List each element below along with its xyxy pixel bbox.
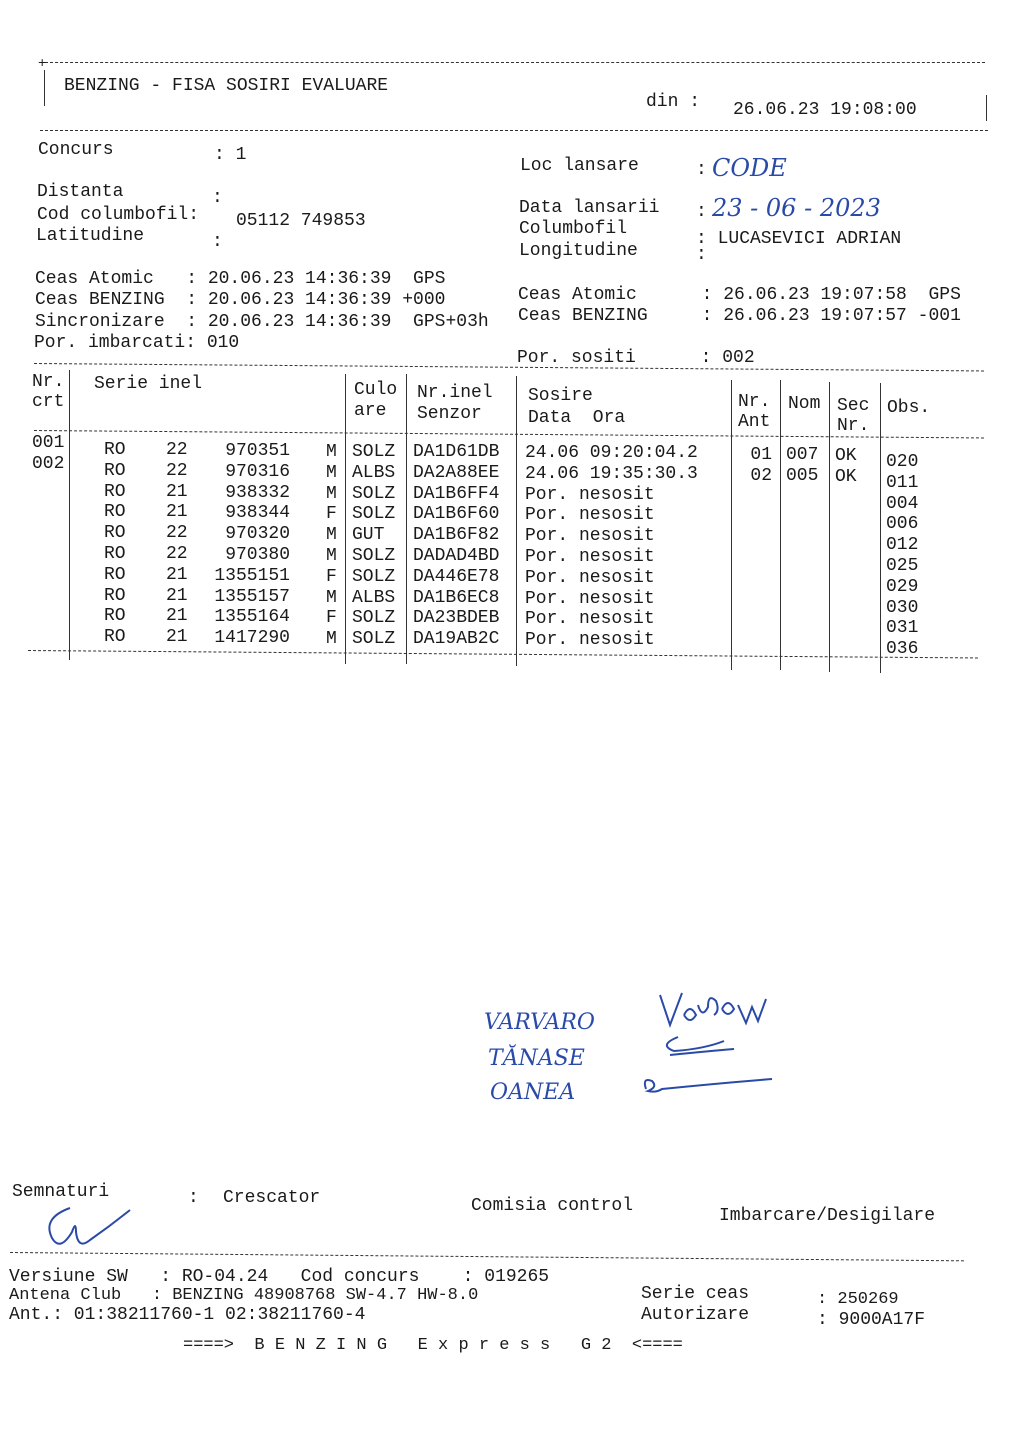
data-lansarii-colon: : xyxy=(696,202,707,222)
cell-culoare: SOLZ xyxy=(352,629,396,650)
signature-scribbles xyxy=(640,985,820,1115)
longitudine-value: : xyxy=(696,245,707,265)
clock-left-3: Sincronizare : 20.06.23 14:36:39 GPS+03h xyxy=(35,312,489,332)
cell-tara: RO xyxy=(104,627,126,648)
cell-tara: RO xyxy=(104,460,126,481)
table-row xyxy=(0,627,1024,660)
cell-tara: RO xyxy=(104,523,126,544)
distanta-value: : xyxy=(212,188,223,208)
autorizare-label: Autorizare xyxy=(641,1305,750,1325)
cell-nr: 970320 xyxy=(225,524,290,545)
cell-nom: 007 xyxy=(786,445,819,465)
report-title: BENZING - FISA SOSIRI EVALUARE xyxy=(64,76,389,96)
crescator-signature xyxy=(40,1200,140,1255)
data-lansarii-handwritten: 23 - 06 - 2023 xyxy=(712,194,881,222)
cell-obs: 004 xyxy=(886,493,919,514)
cell-sosire: Por. nesosit xyxy=(525,567,655,588)
header-crt: crt xyxy=(32,392,65,412)
cell-culoare: SOLZ xyxy=(352,546,396,566)
header-nr: Nr. xyxy=(32,372,65,392)
distanta-label: Distanta xyxy=(37,182,124,202)
table-top-border xyxy=(34,363,984,371)
cell-an: 21 xyxy=(166,502,188,523)
header-nr-inel: Nr.inel xyxy=(417,383,493,403)
cell-sex: M xyxy=(326,587,337,608)
header-obs: Obs. xyxy=(887,398,931,418)
header-bottom-border xyxy=(40,130,988,131)
cell-an: 21 xyxy=(166,627,188,648)
cell-senzor: DA19AB2C xyxy=(413,629,500,650)
loc-lansare-handwritten: CODE xyxy=(712,154,787,182)
cell-sex: F xyxy=(326,608,337,629)
cell-nr: 938344 xyxy=(225,503,290,524)
cell-sosire: 24.06 09:20:04.2 xyxy=(525,443,698,463)
cell-an: 22 xyxy=(166,440,188,460)
cell-culoare: ALBS xyxy=(352,587,396,608)
footer-line-1: Versiune SW : RO-04.24 Cod concurs : 019265 xyxy=(9,1267,550,1287)
serie-ceas-value: : 250269 xyxy=(817,1290,899,1309)
cell-ant: 01 xyxy=(750,445,772,465)
cell-obs: 031 xyxy=(886,618,919,639)
cell-tara: RO xyxy=(104,502,126,523)
cell-tara: RO xyxy=(104,440,126,460)
cell-sex: M xyxy=(326,546,337,566)
columbofil-label: Columbofil xyxy=(519,219,628,239)
header-are: are xyxy=(354,401,387,421)
cell-senzor: DA446E78 xyxy=(413,566,500,587)
cell-obs: 030 xyxy=(886,597,919,618)
cell-culoare: SOLZ xyxy=(352,483,396,504)
cell-sosire: 24.06 19:35:30.3 xyxy=(525,463,698,484)
autorizare-value: : 9000A17F xyxy=(817,1310,926,1330)
cell-nr: 1355151 xyxy=(214,565,290,586)
crt-value: 002 xyxy=(32,454,65,474)
cell-senzor: DA1B6EC8 xyxy=(413,587,500,608)
cell-sosire: Por. nesosit xyxy=(525,630,655,651)
cell-obs: 006 xyxy=(886,514,919,535)
concurs-value: : 1 xyxy=(214,145,247,165)
cell-sosire: Por. nesosit xyxy=(525,526,655,547)
longitudine-label: Longitudine xyxy=(519,241,638,261)
cell-obs: 029 xyxy=(886,576,919,597)
cell-senzor: DA1B6FF4 xyxy=(413,483,500,504)
comisia-control-label: Comisia control xyxy=(471,1196,634,1216)
serie-ceas-label: Serie ceas xyxy=(641,1284,750,1304)
header-culo: Culo xyxy=(354,380,398,400)
border-corner: + xyxy=(38,56,47,72)
cell-obs: 011 xyxy=(886,472,919,493)
cell-an: 22 xyxy=(166,460,188,481)
cell-senzor: DA1D61DB xyxy=(413,442,500,462)
cell-nr: 1417290 xyxy=(214,628,290,649)
footer-line-3: Ant.: 01:38211760-1 02:38211760-4 xyxy=(9,1305,366,1325)
header-right-border xyxy=(986,95,987,121)
header-top-border xyxy=(40,62,985,63)
table-bottom-border xyxy=(28,650,978,658)
header-serie-inel: Serie inel xyxy=(94,374,203,394)
cell-nom: 005 xyxy=(786,465,819,486)
cell-senzor: DA1B6F82 xyxy=(413,525,500,546)
loc-lansare-colon: : xyxy=(696,160,707,180)
header-data-ora: Data Ora xyxy=(528,408,626,428)
header-ant: Ant xyxy=(738,412,771,432)
cod-columbofil-value: 05112 749853 xyxy=(236,211,366,231)
cell-sosire: Por. nesosit xyxy=(525,547,655,567)
cell-obs: 012 xyxy=(886,535,919,556)
cell-tara: RO xyxy=(104,606,126,627)
header-nom: Nom xyxy=(788,394,821,414)
imbarcare-desigilare-label: Imbarcare/Desigilare xyxy=(719,1206,936,1226)
cell-tara: RO xyxy=(104,585,126,606)
cell-ant: 02 xyxy=(750,465,772,486)
handwritten-name: OANEA xyxy=(490,1080,576,1105)
cell-tara: RO xyxy=(104,544,126,564)
cell-culoare: SOLZ xyxy=(352,566,396,587)
cell-an: 21 xyxy=(166,564,188,585)
data-lansarii-label: Data lansarii xyxy=(519,198,660,218)
report-datetime: 26.06.23 19:08:00 xyxy=(733,100,917,120)
columbofil-value: : LUCASEVICI ADRIAN xyxy=(696,229,902,249)
header-nr-ant: Nr. xyxy=(738,392,771,412)
cell-an: 21 xyxy=(166,481,188,502)
cell-tara: RO xyxy=(104,564,126,585)
cell-sec: OK xyxy=(835,446,857,466)
benzing-banner: ====> B E N Z I N G E x p r e s s G 2 <==== xyxy=(183,1336,683,1355)
clock-right-2: Ceas BENZING : 26.06.23 19:07:57 -001 xyxy=(518,306,961,326)
crescator-label: Crescator xyxy=(223,1188,321,1208)
cell-an: 22 xyxy=(166,544,188,564)
clock-left-4: Por. imbarcati: 010 xyxy=(34,333,240,353)
header-sec-nr: Nr. xyxy=(837,416,870,436)
cell-sex: F xyxy=(326,566,337,587)
concurs-label: Concurs xyxy=(38,140,114,160)
clock-left-2: Ceas BENZING : 20.06.23 14:36:39 +000 xyxy=(35,290,446,310)
crt-value: 001 xyxy=(32,433,65,453)
cell-nr: 938332 xyxy=(225,482,290,503)
cell-sex: M xyxy=(326,525,337,546)
header-senzor: Senzor xyxy=(417,404,482,424)
header-left-border xyxy=(44,70,45,106)
cell-senzor: DA23BDEB xyxy=(413,608,500,629)
cell-an: 21 xyxy=(166,606,188,627)
loc-lansare-label: Loc lansare xyxy=(520,156,639,176)
cell-obs: 036 xyxy=(886,639,919,660)
latitudine-value: : xyxy=(212,232,223,252)
cell-senzor: DADAD4BD xyxy=(413,546,500,566)
din-label: din : xyxy=(646,92,701,112)
clock-right-1: Ceas Atomic : 26.06.23 19:07:58 GPS xyxy=(518,285,961,305)
cell-nr: 970380 xyxy=(225,545,290,565)
cell-sex: M xyxy=(326,629,337,650)
cell-sex: M xyxy=(326,483,337,504)
cell-sosire: Por. nesosit xyxy=(525,609,655,630)
cell-culoare: ALBS xyxy=(352,462,396,483)
footer-divider xyxy=(10,1252,964,1261)
semnaturi-label: Semnaturi xyxy=(12,1182,110,1202)
cell-culoare: SOLZ xyxy=(352,608,396,629)
handwritten-name: VARVARO xyxy=(484,1010,595,1035)
cell-an: 21 xyxy=(166,585,188,606)
footer-line-2: Antena Club : BENZING 48908768 SW-4.7 HW-8.0 xyxy=(9,1286,479,1305)
cell-sex: F xyxy=(326,504,337,525)
header-sosire: Sosire xyxy=(528,386,593,406)
clock-right-3: Por. sositi : 002 xyxy=(517,348,755,368)
cell-sosire: Por. nesosit xyxy=(525,588,655,609)
cell-nr: 970351 xyxy=(225,441,290,461)
cell-an: 22 xyxy=(166,523,188,544)
cell-sex: M xyxy=(326,442,337,462)
cell-obs: 020 xyxy=(886,452,919,472)
cell-culoare: GUT xyxy=(352,525,385,546)
cell-senzor: DA1B6F60 xyxy=(413,504,500,525)
cell-sosire: Por. nesosit xyxy=(525,505,655,526)
cell-senzor: DA2A88EE xyxy=(413,462,500,483)
cell-sec: OK xyxy=(835,466,857,487)
cell-culoare: SOLZ xyxy=(352,442,396,462)
cell-nr: 1355164 xyxy=(214,607,290,628)
cod-columbofil-label: Cod columbofil: xyxy=(37,205,200,225)
latitudine-label: Latitudine xyxy=(36,226,145,246)
handwritten-name: TĂNASE xyxy=(488,1046,585,1071)
header-sec: Sec xyxy=(837,396,870,416)
cell-culoare: SOLZ xyxy=(352,504,396,525)
semnaturi-colon: : xyxy=(188,1188,199,1208)
cell-tara: RO xyxy=(104,481,126,502)
clock-left-1: Ceas Atomic : 20.06.23 14:36:39 GPS xyxy=(35,269,446,289)
cell-nr: 1355157 xyxy=(214,586,290,607)
cell-obs: 025 xyxy=(886,556,919,576)
cell-nr: 970316 xyxy=(225,461,290,482)
cell-sex: M xyxy=(326,462,337,483)
cell-sosire: Por. nesosit xyxy=(525,484,655,505)
